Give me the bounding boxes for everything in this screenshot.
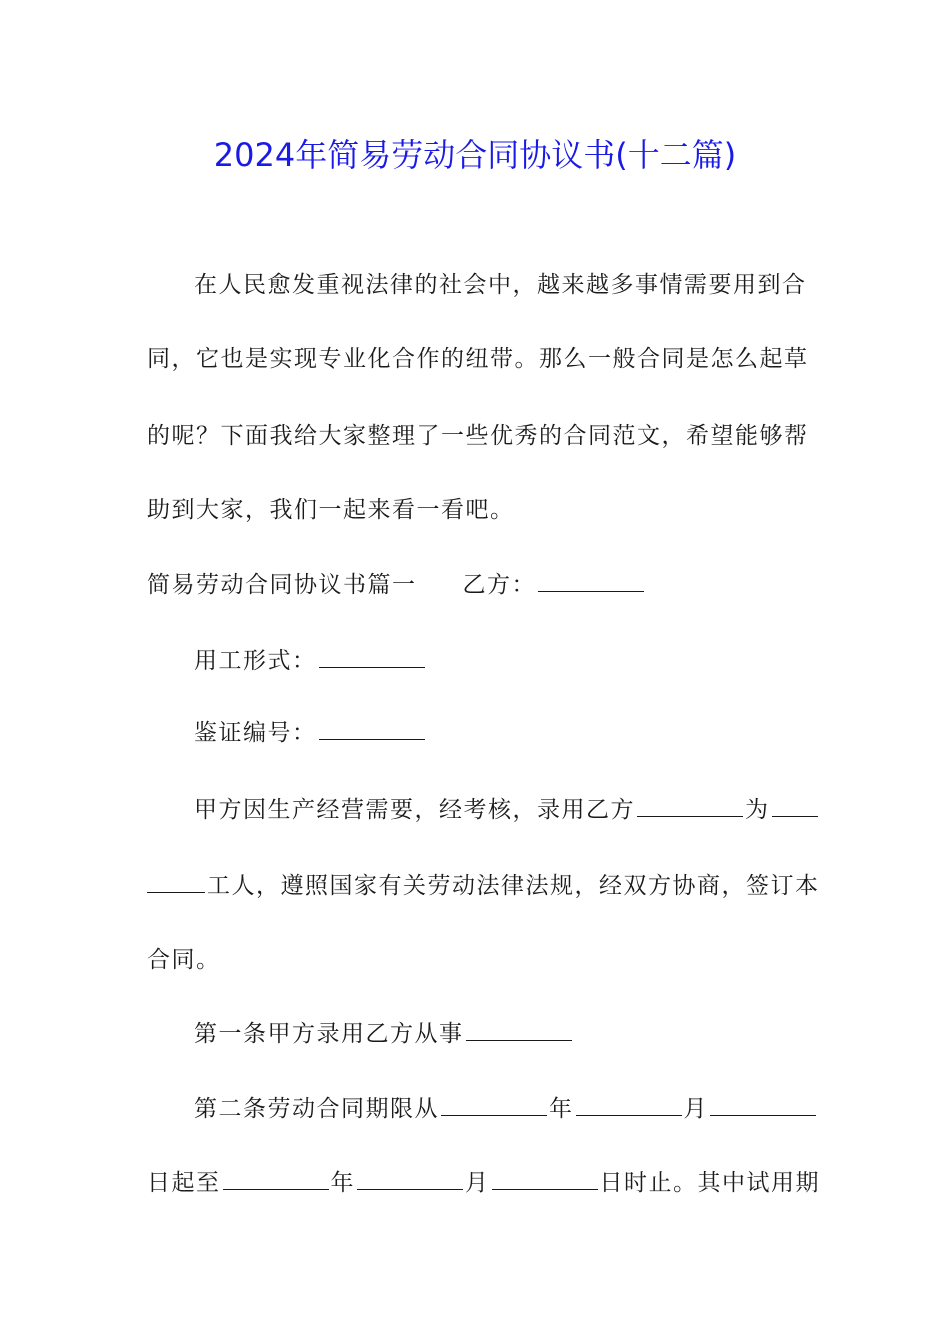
start-year-blank[interactable] [441,1095,547,1116]
intro-line-3: 的呢？下面我给大家整理了一些优秀的合同范文，希望能够帮 [147,423,809,449]
article-2-line-2 [147,1168,820,1198]
end-day-label: 日时止。其中试用期 [599,1170,820,1196]
end-month-label: 月 [465,1170,490,1196]
cert-no-blank[interactable] [319,719,425,740]
start-month-blank[interactable] [576,1095,682,1116]
section-heading: 简易劳动合同协议书篇一 [147,572,417,598]
article-1-line [194,1019,574,1049]
start-year-label: 年 [549,1096,574,1122]
work-form-blank[interactable] [319,647,425,668]
intro-line-2: 同，它也是实现专业化合作的纽带。那么一般合同是怎么起草 [147,346,809,372]
job-blank[interactable] [466,1020,572,1041]
document-title: 2024年简易劳动合同协议书(十二篇) [213,136,737,174]
work-form-label: 用工形式： [194,648,317,674]
end-month-blank[interactable] [357,1169,463,1190]
party-b-label: 乙方： [462,572,536,598]
start-day-blank[interactable] [710,1095,816,1116]
article-1-text: 第一条甲方录用乙方从事 [194,1021,464,1047]
para1-line-1 [194,795,820,825]
start-month-label: 月 [683,1096,708,1122]
article-2-line-1 [194,1094,818,1124]
cert-no-label: 鉴证编号： [194,720,317,746]
end-year-blank[interactable] [223,1169,329,1190]
para1-line-3: 合同。 [147,947,221,973]
intro-line-4: 助到大家，我们一起来看一看吧。 [147,497,515,523]
hire-name-blank[interactable] [637,796,743,817]
worker-type-blank-1[interactable] [772,796,818,817]
section-heading-line [147,570,646,600]
worker-type-blank-2[interactable] [147,872,205,893]
end-year-label: 年 [330,1170,355,1196]
intro-line-1: 在人民愈发重视法律的社会中，越来越多事情需要用到合 [194,272,807,298]
para1-text-b: 为 [745,797,770,823]
party-b-blank[interactable] [538,571,644,592]
cert-no-line [194,718,427,748]
work-form-line [194,646,427,676]
para1-text-c: 工人，遵照国家有关劳动法律法规，经双方协商，签订本 [207,873,820,899]
para1-text-a: 甲方因生产经营需要，经考核，录用乙方 [194,797,635,823]
start-day-label: 日起至 [147,1170,221,1196]
article-2-text: 第二条劳动合同期限从 [194,1096,439,1122]
end-day-blank[interactable] [492,1169,598,1190]
para1-line-2 [147,871,820,901]
